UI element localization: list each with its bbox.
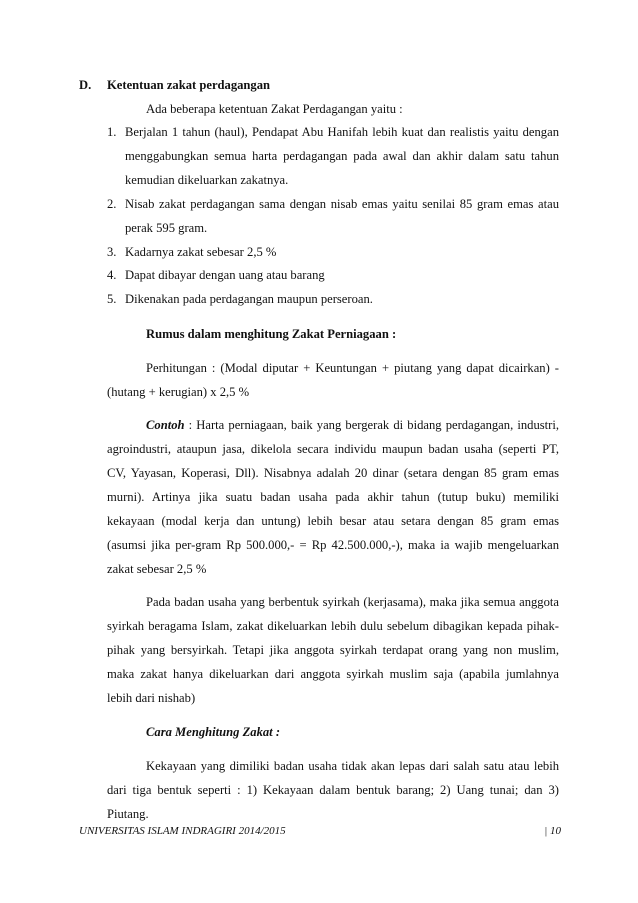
paragraph-line: syirkah beragama Islam, zakat dikeluarkan lebih dulu sebelum dibagikan kepada pihak- [107,619,559,633]
list-item-number: 4. [107,268,117,282]
rumus-line: (hutang + kerugian) x 2,5 % [107,385,250,399]
list-item-number: 3. [107,245,117,259]
paragraph-line: pihak yang bersyirkah. Tetapi jika anggota syirkah terdapat orang yang non muslim, [107,643,559,657]
list-item-line: kemudian dikeluarkan zakatnya. [125,173,289,187]
list-item-line: Kadarnya zakat sebesar 2,5 % [125,245,277,259]
list-item-line: menggabungkan semua harta perdagangan pada awal dan akhir dalam satu tahun [125,149,559,163]
list-item-line: Dikenakan pada perdagangan maupun perseroan. [125,292,373,306]
list-item-line: Berjalan 1 tahun (haul), Pendapat Abu Hanifah lebih kuat dan realistis yaitu dengan [125,125,559,139]
section-intro: Ada beberapa ketentuan Zakat Perdagangan yaitu : [146,102,403,116]
list-item-line: Nisab zakat perdagangan sama dengan nisab emas yaitu senilai 85 gram emas atau [125,197,559,211]
paragraph-line: lebih dari nishab) [107,691,196,705]
contoh-first-line [146,413,559,437]
paragraph-line: zakat sebesar 2,5 % [107,562,207,576]
section-letter: D. [79,78,92,92]
list-item-line: perak 595 gram. [125,221,208,235]
paragraph-line: Piutang. [107,807,149,821]
paragraph-line: (asumsi jika per-gram Rp 500.000,- = Rp 42.500.000,-), maka ia wajib mengeluarkan [107,538,559,552]
rumus-line: Perhitungan : (Modal diputar + Keuntungan + piutang yang dapat dicairkan) - [146,361,559,375]
paragraph-line: dari tiga bentuk seperti : 1) Kekayaan dalam bentuk barang; 2) Uang tunai; dan 3) [107,783,559,797]
contoh-first-rest: : Harta perniagaan, baik yang bergerak di bidang perdagangan, industri, [184,418,559,432]
paragraph-line: CV, Yayasan, Koperasi, Dll). Nisabnya adalah 20 dinar (setara dengan 85 gram emas [107,466,559,480]
cara-heading: Cara Menghitung Zakat : [146,725,281,739]
paragraph-line: maka zakat hanya dikeluarkan dari anggota syirkah muslim saja (apabila jumlahnya [107,667,559,681]
footer-university: UNIVERSITAS ISLAM INDRAGIRI 2014/2015 [79,825,286,837]
rumus-heading: Rumus dalam menghitung Zakat Perniagaan : [146,327,397,341]
list-item-number: 2. [107,197,117,211]
footer-page-number: | 10 [544,825,561,837]
contoh-label: Contoh [146,418,185,432]
list-item-line: Dapat dibayar dengan uang atau barang [125,268,325,282]
list-item-number: 5. [107,292,117,306]
paragraph-line: Kekayaan yang dimiliki badan usaha tidak akan lepas dari salah satu atau lebih [146,759,559,773]
paragraph-line: agroindustri, ataupun jasa, dikelola secara individu maupun badan usaha (seperti PT, [107,442,559,456]
section-title: Ketentuan zakat perdagangan [107,78,271,92]
paragraph-line: murni). Artinya jika suatu badan usaha pada akhir tahun (tutup buku) memiliki [107,490,559,504]
list-item-number: 1. [107,125,117,139]
paragraph-line: Pada badan usaha yang berbentuk syirkah (kerjasama), maka jika semua anggota [146,595,559,609]
paragraph-line: kekayaan (modal kerja dan untung) lebih besar atau setara dengan 85 gram emas [107,514,559,528]
